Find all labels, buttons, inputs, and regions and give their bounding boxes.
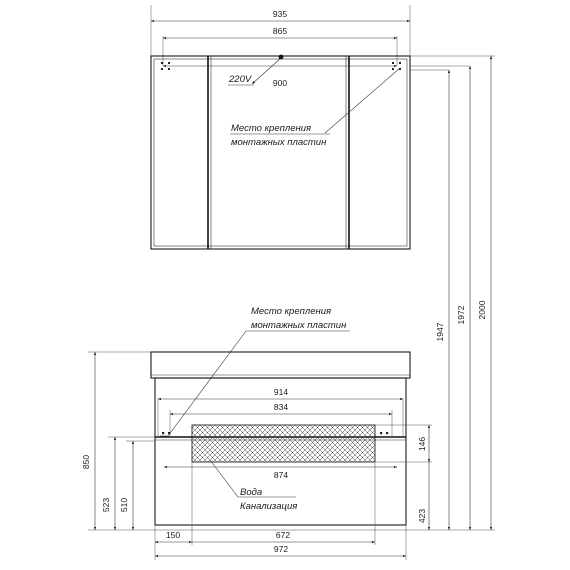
dim-874 xyxy=(164,467,397,480)
dim-label-672: 672 xyxy=(275,530,291,540)
dim-label-510: 510 xyxy=(119,497,129,513)
dim-label-150: 150 xyxy=(165,530,181,540)
vanity-left-heights xyxy=(81,352,155,530)
dim-label-865: 865 xyxy=(272,26,288,36)
dim-label-935: 935 xyxy=(272,9,288,19)
dim-label-1947: 1947 xyxy=(435,322,445,342)
voltage-label: 220V xyxy=(229,74,252,85)
dim-900 xyxy=(163,66,397,88)
dim-label-914: 914 xyxy=(273,387,289,397)
cable-entry-point xyxy=(279,55,284,60)
dim-label-874: 874 xyxy=(273,470,289,480)
dim-label-2000: 2000 xyxy=(477,300,487,320)
dim-label-423: 423 xyxy=(417,508,427,524)
height-dimensions xyxy=(410,56,495,530)
dim-label-523: 523 xyxy=(101,497,111,513)
dim-label-850: 850 xyxy=(81,454,91,470)
dim-label-146: 146 xyxy=(417,436,427,452)
dim-935 xyxy=(151,9,410,21)
water-label: Вода xyxy=(240,487,263,498)
plumbing-note xyxy=(210,460,297,512)
vanity-right-dims xyxy=(375,425,432,530)
dim-label-834: 834 xyxy=(273,402,289,412)
cabinet-mount-note-line2: монтажных пластин xyxy=(231,137,327,148)
dim-label-900: 900 xyxy=(272,78,288,88)
dim-label-972: 972 xyxy=(273,544,289,554)
vanity-view xyxy=(81,306,432,560)
plumbing-cutout-zone xyxy=(192,425,375,462)
dim-865 xyxy=(163,26,397,38)
sewer-label: Канализация xyxy=(240,501,298,512)
vanity-mount-note-line2: монтажных пластин xyxy=(251,320,347,331)
mirror-cabinet-view xyxy=(151,5,495,249)
cabinet-mount-note-line1: Место крепления xyxy=(231,123,312,134)
basin-top xyxy=(151,352,410,378)
dim-label-1972: 1972 xyxy=(456,305,466,325)
vanity-mount-note xyxy=(160,306,350,436)
cabinet-mount-note xyxy=(230,68,400,148)
vanity-mount-note-line1: Место крепления xyxy=(251,306,332,317)
